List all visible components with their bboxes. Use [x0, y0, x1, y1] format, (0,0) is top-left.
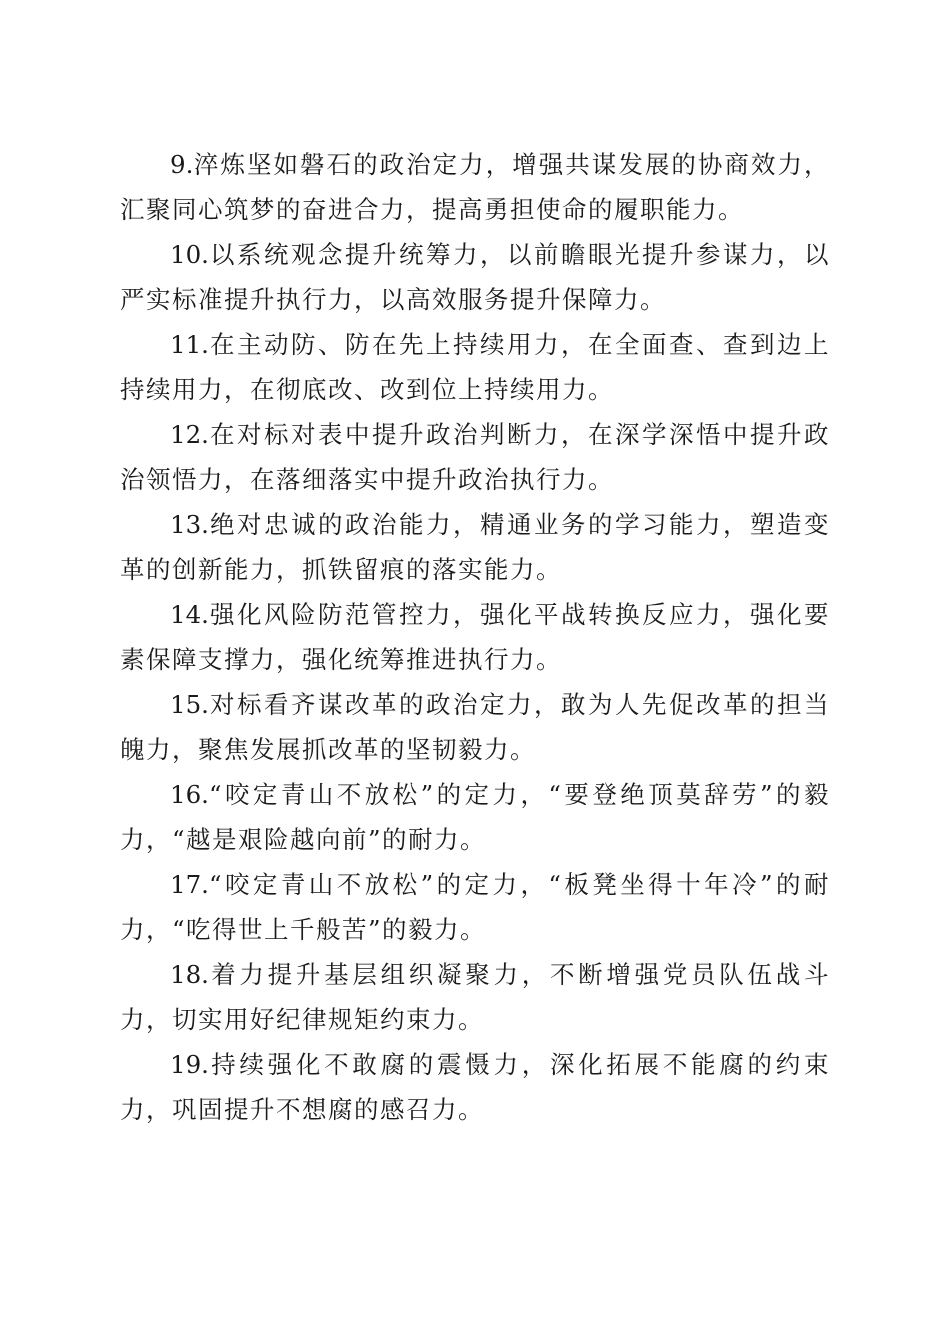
paragraph-number: 17.	[170, 870, 209, 899]
paragraph-14	[120, 592, 830, 682]
paragraph-number: 12.	[170, 420, 209, 449]
paragraph-11	[120, 322, 830, 412]
paragraph-number: 10.	[170, 240, 209, 269]
paragraph-15	[120, 682, 830, 772]
paragraph-10	[120, 232, 830, 322]
paragraph-text: 绝对忠诚的政治能力，精通业务的学习能力，塑造变革的创新能力，抓铁留痕的落实能力。	[120, 510, 830, 584]
paragraph-number: 11.	[170, 330, 209, 359]
paragraph-16	[120, 772, 830, 862]
paragraph-17	[120, 862, 830, 952]
paragraph-9	[120, 142, 830, 232]
document-body	[120, 142, 830, 1132]
paragraph-19	[120, 1042, 830, 1132]
paragraph-text: 着力提升基层组织凝聚力，不断增强党员队伍战斗力，切实用好纪律规矩约束力。	[120, 960, 830, 1034]
paragraph-text: 持续强化不敢腐的震慑力，深化拓展不能腐的约束力，巩固提升不想腐的感召力。	[120, 1050, 830, 1124]
paragraph-text: 在对标对表中提升政治判断力，在深学深悟中提升政治领悟力，在落细落实中提升政治执行力。	[120, 420, 830, 494]
paragraph-text: 在主动防、防在先上持续用力，在全面查、查到边上持续用力，在彻底改、改到位上持续用力。	[120, 330, 830, 404]
paragraph-12	[120, 412, 830, 502]
paragraph-text: “咬定青山不放松”的定力，“板凳坐得十年冷”的耐力，“吃得世上千般苦”的毅力。	[120, 870, 830, 944]
paragraph-number: 16.	[170, 780, 209, 809]
paragraph-text: 强化风险防范管控力，强化平战转换反应力，强化要素保障支撑力，强化统筹推进执行力。	[120, 600, 830, 674]
paragraph-number: 9.	[170, 150, 194, 179]
paragraph-text: “咬定青山不放松”的定力，“要登绝顶莫辞劳”的毅力，“越是艰险越向前”的耐力。	[120, 780, 830, 854]
paragraph-number: 15.	[170, 690, 209, 719]
paragraph-18	[120, 952, 830, 1042]
paragraph-text: 对标看齐谋改革的政治定力，敢为人先促改革的担当魄力，聚焦发展抓改革的坚韧毅力。	[120, 690, 830, 764]
paragraph-text: 以系统观念提升统筹力，以前瞻眼光提升参谋力，以严实标准提升执行力，以高效服务提升保障力。	[120, 240, 830, 314]
paragraph-number: 14.	[170, 600, 209, 629]
paragraph-13	[120, 502, 830, 592]
paragraph-text: 淬炼坚如磐石的政治定力，增强共谋发展的协商效力，汇聚同心筑梦的奋进合力，提高勇担使命的履职能力。	[120, 150, 830, 224]
paragraph-number: 18.	[170, 960, 209, 989]
paragraph-number: 13.	[170, 510, 209, 539]
paragraph-number: 19.	[170, 1050, 209, 1079]
